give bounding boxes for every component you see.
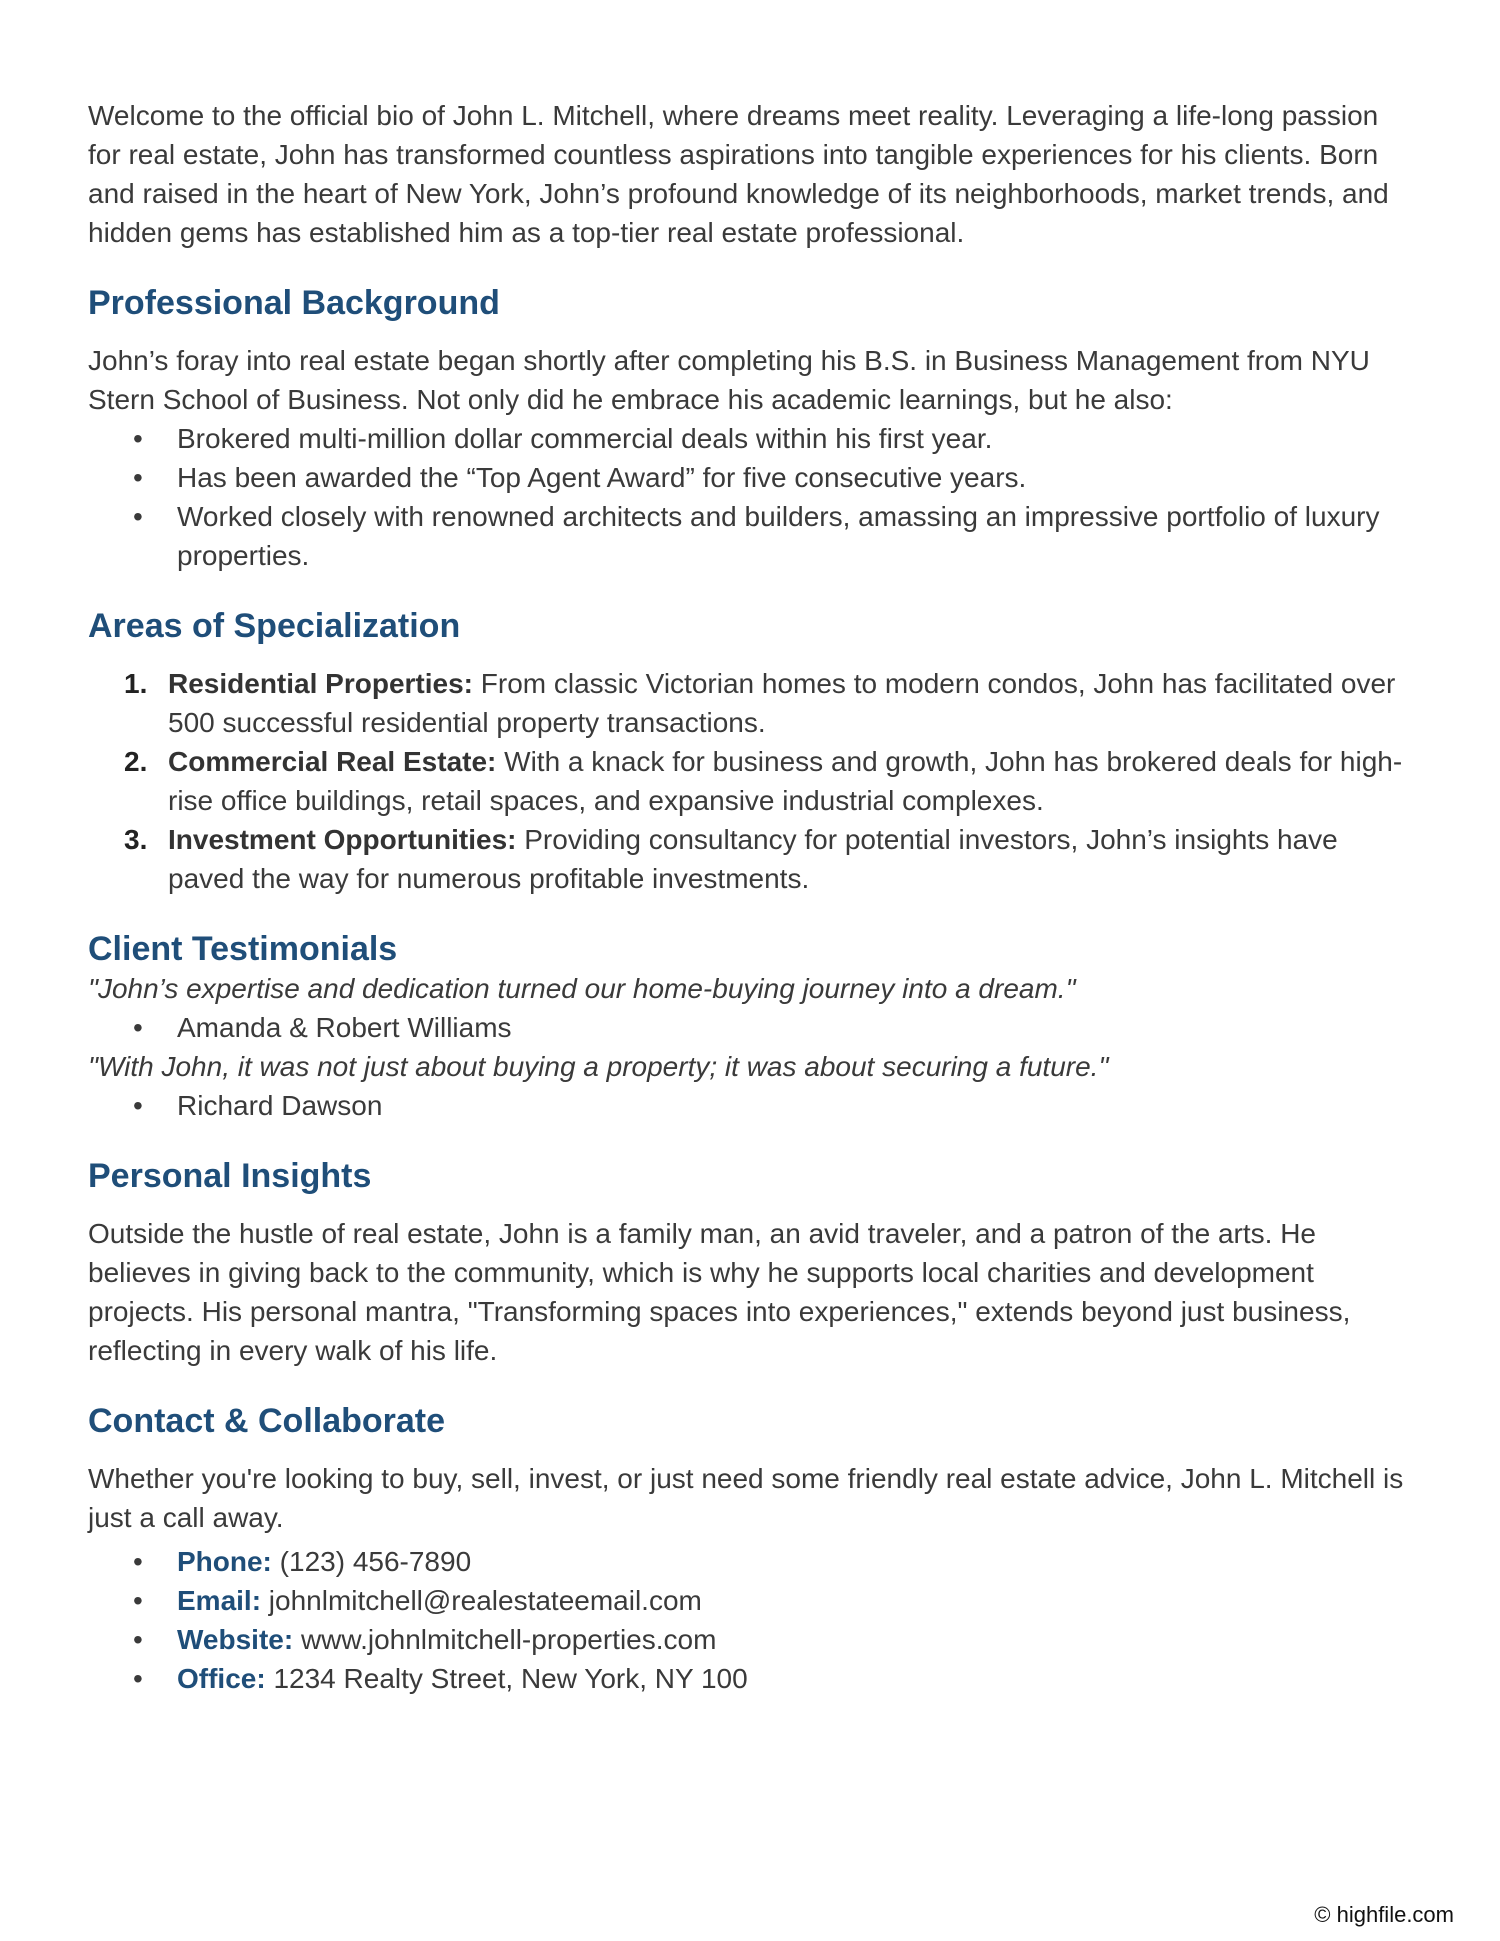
document-page [88, 96, 1418, 1698]
testimonial-quote: "With John, it was not just about buying a property; it was about securing a future." [88, 1051, 1109, 1082]
website-value[interactable]: www.johnlmitchell-properties.com [293, 1624, 717, 1655]
specialization-label: Commercial Real Estate: [168, 746, 497, 777]
list-number: 3. [124, 824, 148, 855]
personal-insights-paragraph: Outside the hustle of real estate, John is a family man, an avid traveler, and a patron of the arts. He believes in giving back to the community, which is why he supports local charities and development projects. His personal mantra, "Transforming spaces into experiences," extends beyond just business, reflecting in every walk of his life. [88, 1218, 1351, 1366]
list-number: 1. [124, 668, 148, 699]
list-item: • Brokered multi-million dollar commercial deals within his first year. [177, 419, 1418, 458]
contact-list [88, 1542, 1418, 1698]
list-item [124, 820, 1418, 898]
contact-label: Office: [177, 1663, 266, 1694]
contact-heading: Contact & Collaborate [88, 1402, 446, 1440]
personal-insights-heading: Personal Insights [88, 1157, 372, 1195]
specialization-text: With a knack for business and growth, John has brokered deals for high-rise office buildings, retail spaces, and expansive industrial complexes. [168, 746, 1403, 816]
contact-website [177, 1620, 1418, 1659]
email-value[interactable]: johnlmitchell@realestateemail.com [261, 1585, 702, 1616]
list-item: • Worked closely with renowned architects and builders, amassing an impressive portfolio of luxury properties. [177, 497, 1418, 575]
testimonial-author: • Amanda & Robert Williams [177, 1008, 1418, 1047]
office-value: 1234 Realty Street, New York, NY 100 [265, 1663, 748, 1694]
professional-background-paragraph: John’s foray into real estate began shortly after completing his B.S. in Business Management from NYU Stern School of Business. Not only did he embrace his academic learnings, but he also: [88, 345, 1370, 415]
testimonial-quote: "John’s expertise and dedication turned our home-buying journey into a dream." [88, 973, 1076, 1004]
contact-label: Website: [177, 1624, 294, 1655]
list-item: • Has been awarded the “Top Agent Award” for five consecutive years. [177, 458, 1418, 497]
specialization-label: Residential Properties: [168, 668, 473, 699]
testimonial-author-list [88, 1008, 1418, 1047]
copyright-footer: © highfile.com [1314, 1902, 1454, 1927]
list-item [124, 742, 1418, 820]
list-item [124, 664, 1418, 742]
contact-phone [177, 1542, 1418, 1581]
phone-value[interactable]: (123) 456-7890 [271, 1546, 472, 1577]
contact-label: Email: [177, 1585, 262, 1616]
specialization-label: Investment Opportunities: [168, 824, 517, 855]
specialization-heading: Areas of Specialization [88, 607, 461, 645]
contact-label: Phone: [177, 1546, 272, 1577]
contact-office [177, 1659, 1418, 1698]
intro-paragraph: Welcome to the official bio of John L. Mitchell, where dreams meet reality. Leveraging a life-long passion for real estate, John has transformed countless aspirations into tangible experiences for his clients. Born and raised in the heart of New York, John’s profound knowledge of its neighborhoods, market trends, and hidden gems has established him as a top-tier real estate professional. [88, 100, 1389, 248]
testimonials-heading: Client Testimonials [88, 930, 398, 968]
testimonial-author: • Richard Dawson [177, 1086, 1418, 1125]
specialization-text: Providing consultancy for potential investors, John’s insights have paved the way for numerous profitable investments. [168, 824, 1338, 894]
testimonial-author-list [88, 1086, 1418, 1125]
contact-paragraph: Whether you're looking to buy, sell, invest, or just need some friendly real estate advice, John L. Mitchell is just a call away. [88, 1463, 1404, 1533]
list-number: 2. [124, 746, 148, 777]
specialization-text: From classic Victorian homes to modern condos, John has facilitated over 500 successful residential property transactions. [168, 668, 1396, 738]
contact-email [177, 1581, 1418, 1620]
specialization-list [88, 664, 1418, 898]
professional-background-heading: Professional Background [88, 284, 500, 322]
professional-achievements-list [88, 419, 1418, 575]
